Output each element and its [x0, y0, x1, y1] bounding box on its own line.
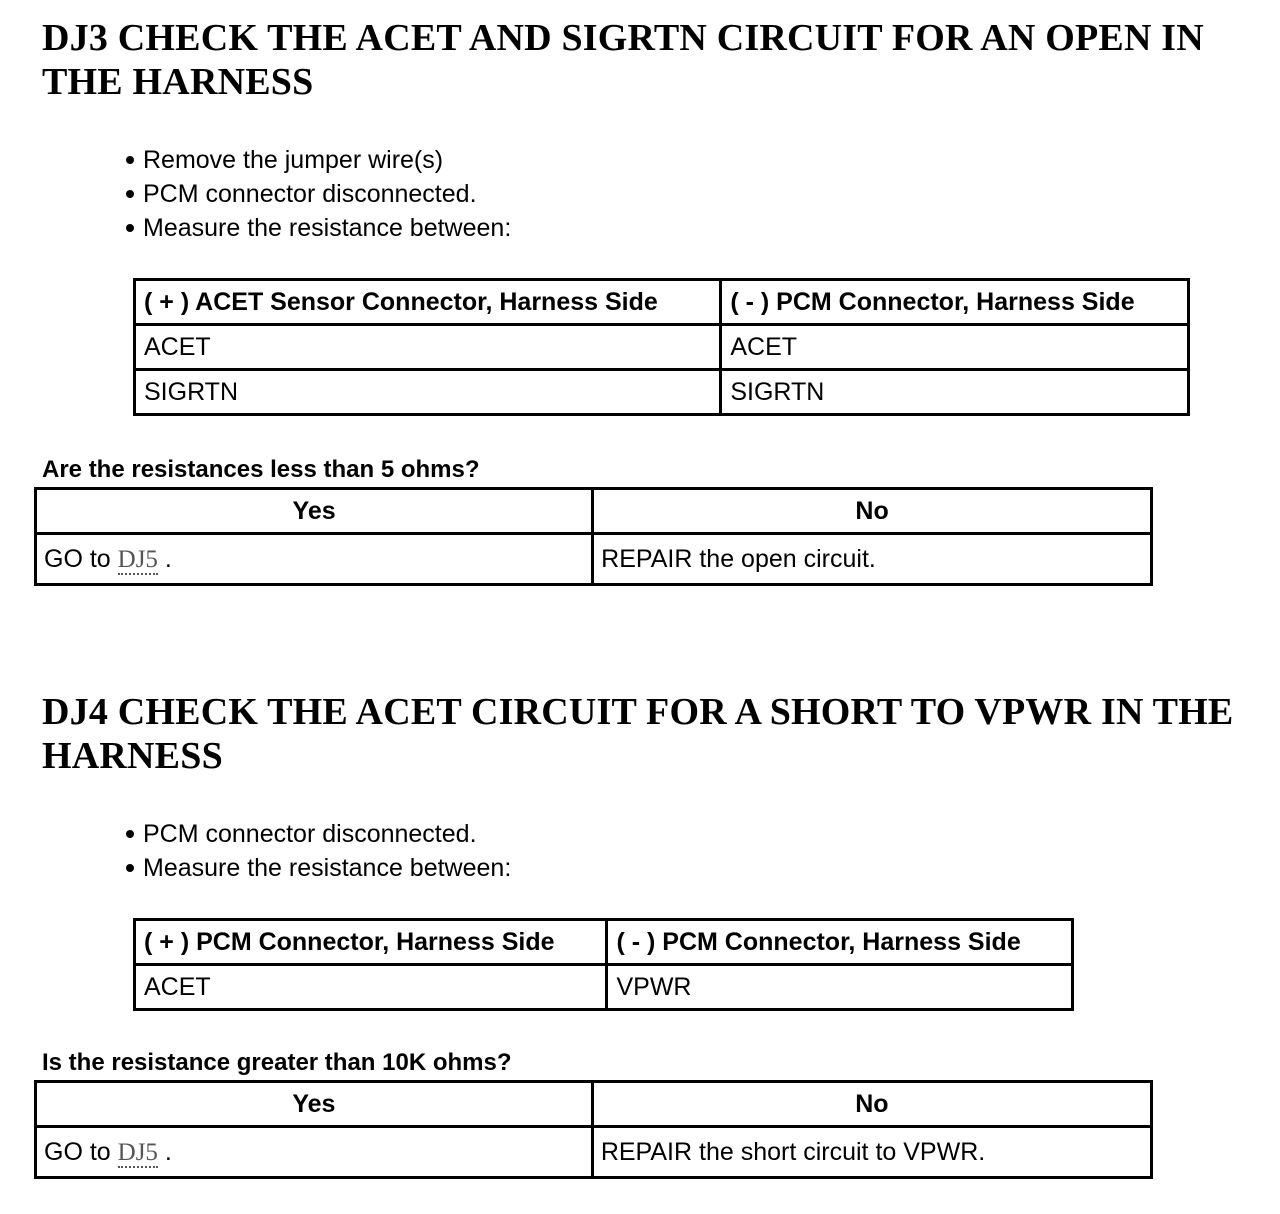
table-cell: VPWR — [607, 965, 1073, 1010]
dj4-question: Is the resistance greater than 10K ohms? — [42, 1049, 512, 1076]
table-row — [135, 965, 1073, 1010]
table-cell: SIGRTN — [135, 370, 721, 415]
column-header-no: No — [592, 1082, 1151, 1127]
yes-suffix: . — [164, 544, 172, 573]
dj3-title: DJ3 CHECK THE ACET AND SIGRTN CIRCUIT FOR AN OPEN IN THE HARNESS — [42, 17, 1204, 103]
yes-prefix: GO to — [44, 544, 111, 573]
column-header-yes: Yes — [36, 1082, 593, 1127]
bullet-icon — [126, 156, 134, 164]
column-header-negative: ( - ) PCM Connector, Harness Side — [607, 920, 1073, 965]
no-cell: REPAIR the short circuit to VPWR. — [592, 1127, 1151, 1178]
no-cell: REPAIR the open circuit. — [593, 534, 1152, 585]
dj4-title: DJ4 CHECK THE ACET CIRCUIT FOR A SHORT TO VPWR IN THE HARNESS — [42, 691, 1234, 777]
bullet-text: Remove the jumper wire(s) — [143, 146, 444, 174]
table-header-row — [135, 280, 1189, 325]
yes-cell — [36, 1127, 593, 1178]
bullet-icon — [126, 830, 134, 838]
list-item — [126, 143, 511, 177]
table-row — [36, 534, 1152, 585]
goto-dj5-link[interactable]: DJ5 — [117, 1138, 158, 1166]
bullet-text: Measure the resistance between: — [143, 854, 512, 882]
column-header-negative: ( - ) PCM Connector, Harness Side — [721, 280, 1189, 325]
table-header-row — [36, 1082, 1152, 1127]
column-header-yes: Yes — [36, 489, 593, 534]
bullet-icon — [126, 224, 134, 232]
dj3-bullet-list — [126, 143, 511, 245]
list-item — [126, 177, 511, 211]
dj3-measure-table — [133, 278, 1190, 416]
list-item — [126, 211, 511, 245]
table-header-row — [135, 920, 1073, 965]
bullet-text: PCM connector disconnected. — [143, 180, 477, 208]
bullet-text: PCM connector disconnected. — [143, 820, 477, 848]
bullet-text: Measure the resistance between: — [143, 214, 512, 242]
bullet-icon — [126, 190, 134, 198]
bullet-icon — [126, 864, 134, 872]
table-row — [135, 325, 1189, 370]
dj3-answer-table — [34, 487, 1153, 586]
table-header-row — [36, 489, 1152, 534]
dj4-measure-table — [133, 918, 1074, 1011]
table-row — [135, 370, 1189, 415]
table-row — [36, 1127, 1152, 1178]
yes-prefix: GO to — [44, 1137, 111, 1166]
dj4-bullet-list — [126, 817, 511, 885]
table-cell: ACET — [135, 325, 721, 370]
list-item — [126, 817, 511, 851]
column-header-positive: ( + ) PCM Connector, Harness Side — [135, 920, 607, 965]
table-cell: ACET — [135, 965, 607, 1010]
goto-dj5-link[interactable]: DJ5 — [117, 545, 158, 573]
column-header-no: No — [593, 489, 1152, 534]
table-cell: SIGRTN — [721, 370, 1189, 415]
yes-suffix: . — [164, 1137, 172, 1166]
dj4-answer-table — [34, 1080, 1153, 1179]
table-cell: ACET — [721, 325, 1189, 370]
column-header-positive: ( + ) ACET Sensor Connector, Harness Side — [135, 280, 721, 325]
dj3-question: Are the resistances less than 5 ohms? — [42, 456, 480, 483]
list-item — [126, 851, 511, 885]
yes-cell — [36, 534, 593, 585]
